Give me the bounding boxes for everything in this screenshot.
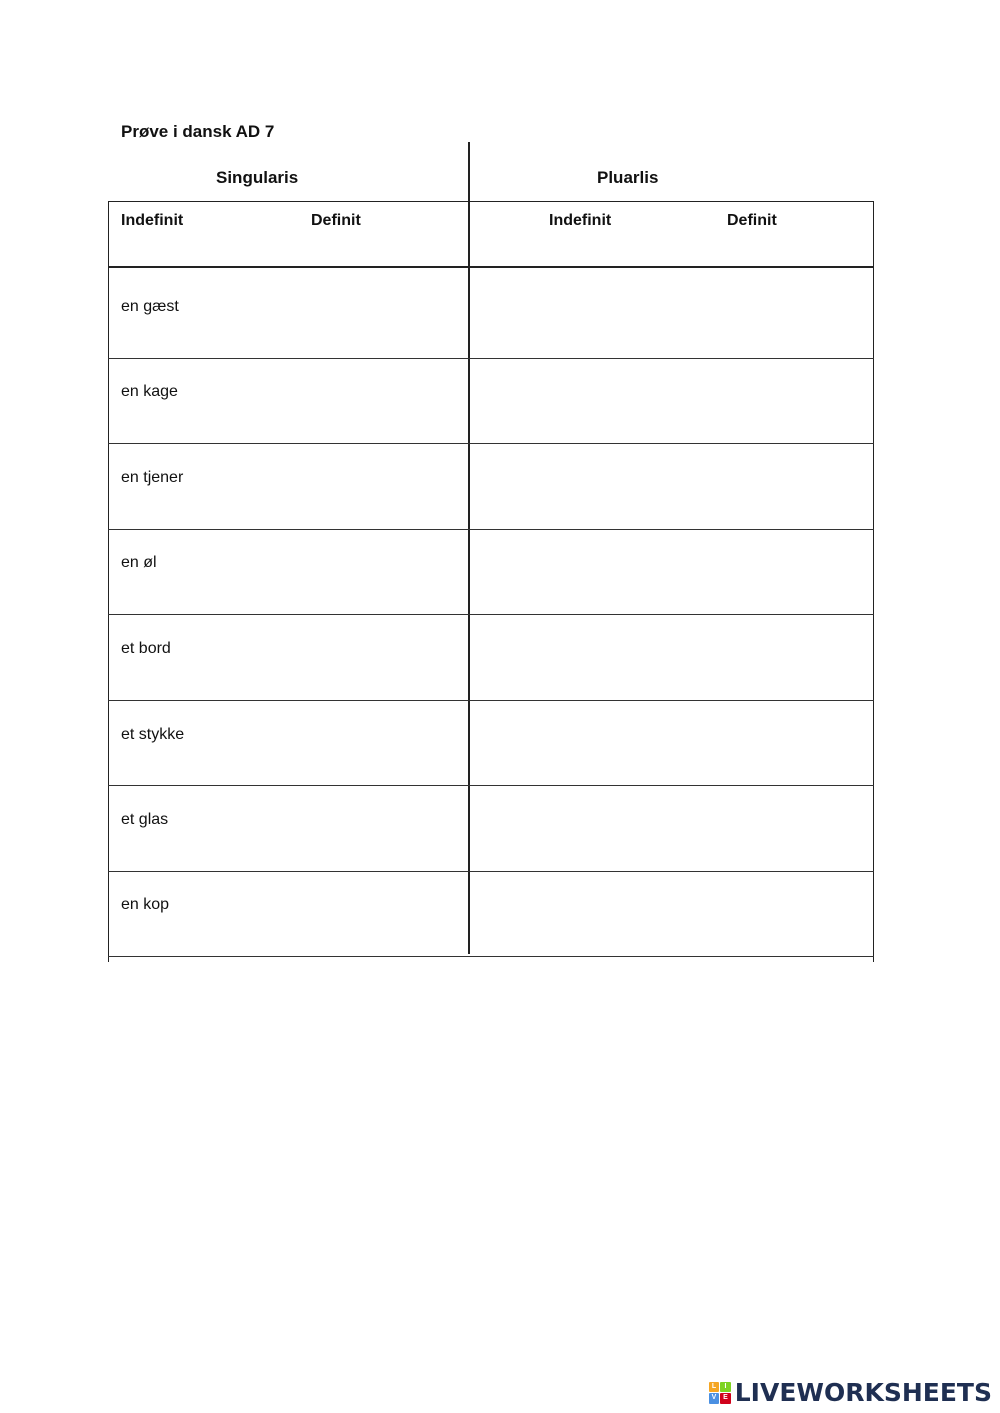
answer-cell[interactable] bbox=[471, 873, 871, 957]
table-row-word: en kop bbox=[121, 896, 170, 913]
table-row-word: et bord bbox=[121, 640, 171, 657]
row-rule bbox=[108, 785, 874, 786]
row-rule bbox=[108, 956, 874, 957]
page-title: Prøve i dansk AD 7 bbox=[121, 122, 275, 141]
logo-tile: E bbox=[720, 1393, 731, 1404]
answer-cell[interactable] bbox=[471, 360, 871, 444]
column-divider bbox=[468, 142, 470, 954]
row-rule bbox=[108, 358, 874, 359]
table-row-word: en gæst bbox=[121, 298, 179, 315]
answer-cell[interactable] bbox=[471, 702, 871, 786]
answer-cell[interactable] bbox=[471, 445, 871, 529]
column-header-plural-indefinite: Indefinit bbox=[549, 212, 612, 229]
row-rule bbox=[108, 443, 874, 444]
logo-tile: I bbox=[720, 1382, 731, 1393]
answer-cell[interactable] bbox=[471, 787, 871, 871]
row-rule bbox=[108, 614, 874, 615]
table-row-word: en tjener bbox=[121, 469, 184, 486]
logo-tile: V bbox=[709, 1393, 720, 1404]
answer-cell[interactable] bbox=[471, 616, 871, 700]
answer-cell[interactable] bbox=[471, 272, 871, 356]
answer-cell[interactable] bbox=[471, 531, 871, 615]
liveworksheets-brand bbox=[709, 1378, 992, 1407]
brand-name: LIVEWORKSHEETS bbox=[734, 1378, 992, 1407]
plural-heading: Pluarlis bbox=[597, 168, 659, 187]
column-header-plural-definite: Definit bbox=[727, 212, 777, 229]
row-rule bbox=[108, 871, 874, 872]
column-header-singular-indefinite: Indefinit bbox=[121, 212, 184, 229]
liveworksheets-logo-icon bbox=[709, 1382, 731, 1404]
table-row-word: en øl bbox=[121, 554, 157, 571]
singular-heading: Singularis bbox=[216, 168, 299, 187]
row-rule bbox=[108, 529, 874, 530]
table-row-word: et stykke bbox=[121, 726, 185, 743]
header-rule bbox=[108, 266, 874, 268]
logo-tile: L bbox=[709, 1382, 720, 1393]
table-row-word: et glas bbox=[121, 811, 169, 828]
column-header-singular-definite: Definit bbox=[311, 212, 361, 229]
table-row-word: en kage bbox=[121, 383, 178, 400]
row-rule bbox=[108, 700, 874, 701]
